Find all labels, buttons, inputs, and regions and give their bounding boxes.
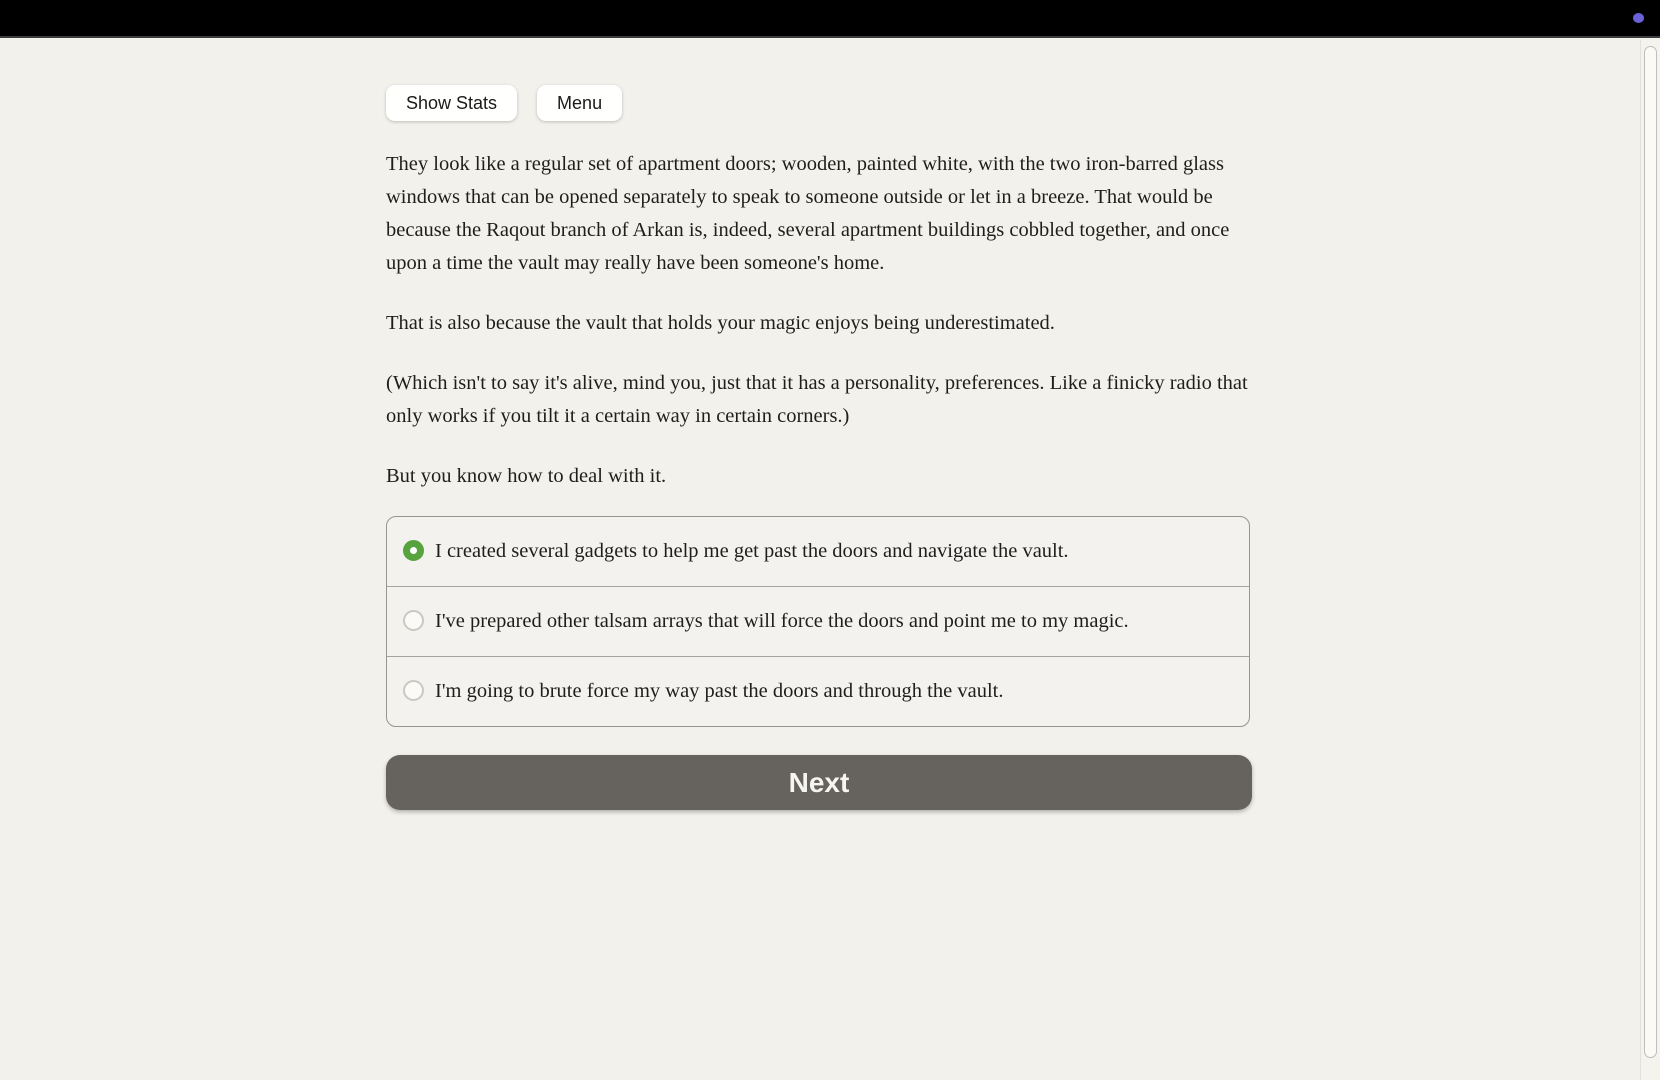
choice-option-2[interactable] xyxy=(387,586,1249,656)
radio-unselected-icon[interactable] xyxy=(403,610,424,631)
choice-option-3[interactable] xyxy=(387,656,1249,726)
next-button[interactable]: Next xyxy=(386,755,1252,810)
scrollbar-track[interactable] xyxy=(1640,40,1660,1080)
scrollbar-thumb[interactable] xyxy=(1644,46,1657,1058)
story-text xyxy=(386,148,1250,493)
toolbar xyxy=(386,85,1250,121)
top-bar xyxy=(0,0,1660,38)
story-paragraph: But you know how to deal with it. xyxy=(386,465,667,487)
menu-button[interactable]: Menu xyxy=(537,85,622,121)
show-stats-button[interactable]: Show Stats xyxy=(386,85,517,121)
choice-list xyxy=(386,516,1250,727)
status-dot-icon xyxy=(1633,13,1644,23)
choice-option-label: I've prepared other talsam arrays that will force the doors and point me to my magic. xyxy=(435,610,1129,632)
story-paragraph: (Which isn't to say it's alive, mind you, just that it has a personality, preferences. Like a finicky radio that only works if you tilt it a certain way in certain corners.) xyxy=(386,372,1248,427)
choice-option-label: I'm going to brute force my way past the doors and through the vault. xyxy=(435,680,1004,702)
radio-selected-icon[interactable] xyxy=(403,540,424,561)
story-page xyxy=(386,38,1250,810)
story-paragraph: That is also because the vault that holds your magic enjoys being underestimated. xyxy=(386,312,1055,334)
choice-option-label: I created several gadgets to help me get past the doors and navigate the vault. xyxy=(435,540,1069,562)
story-paragraph: They look like a regular set of apartment doors; wooden, painted white, with the two iron-barred glass windows that can be opened separately to speak to someone outside or let in a breeze. That would be because the Raqout branch of Arkan is, indeed, several apartment buildings cobbled together, and once upon a time the vault may really have been someone's home. xyxy=(386,153,1230,274)
radio-unselected-icon[interactable] xyxy=(403,680,424,701)
choice-option-1[interactable] xyxy=(387,517,1249,586)
